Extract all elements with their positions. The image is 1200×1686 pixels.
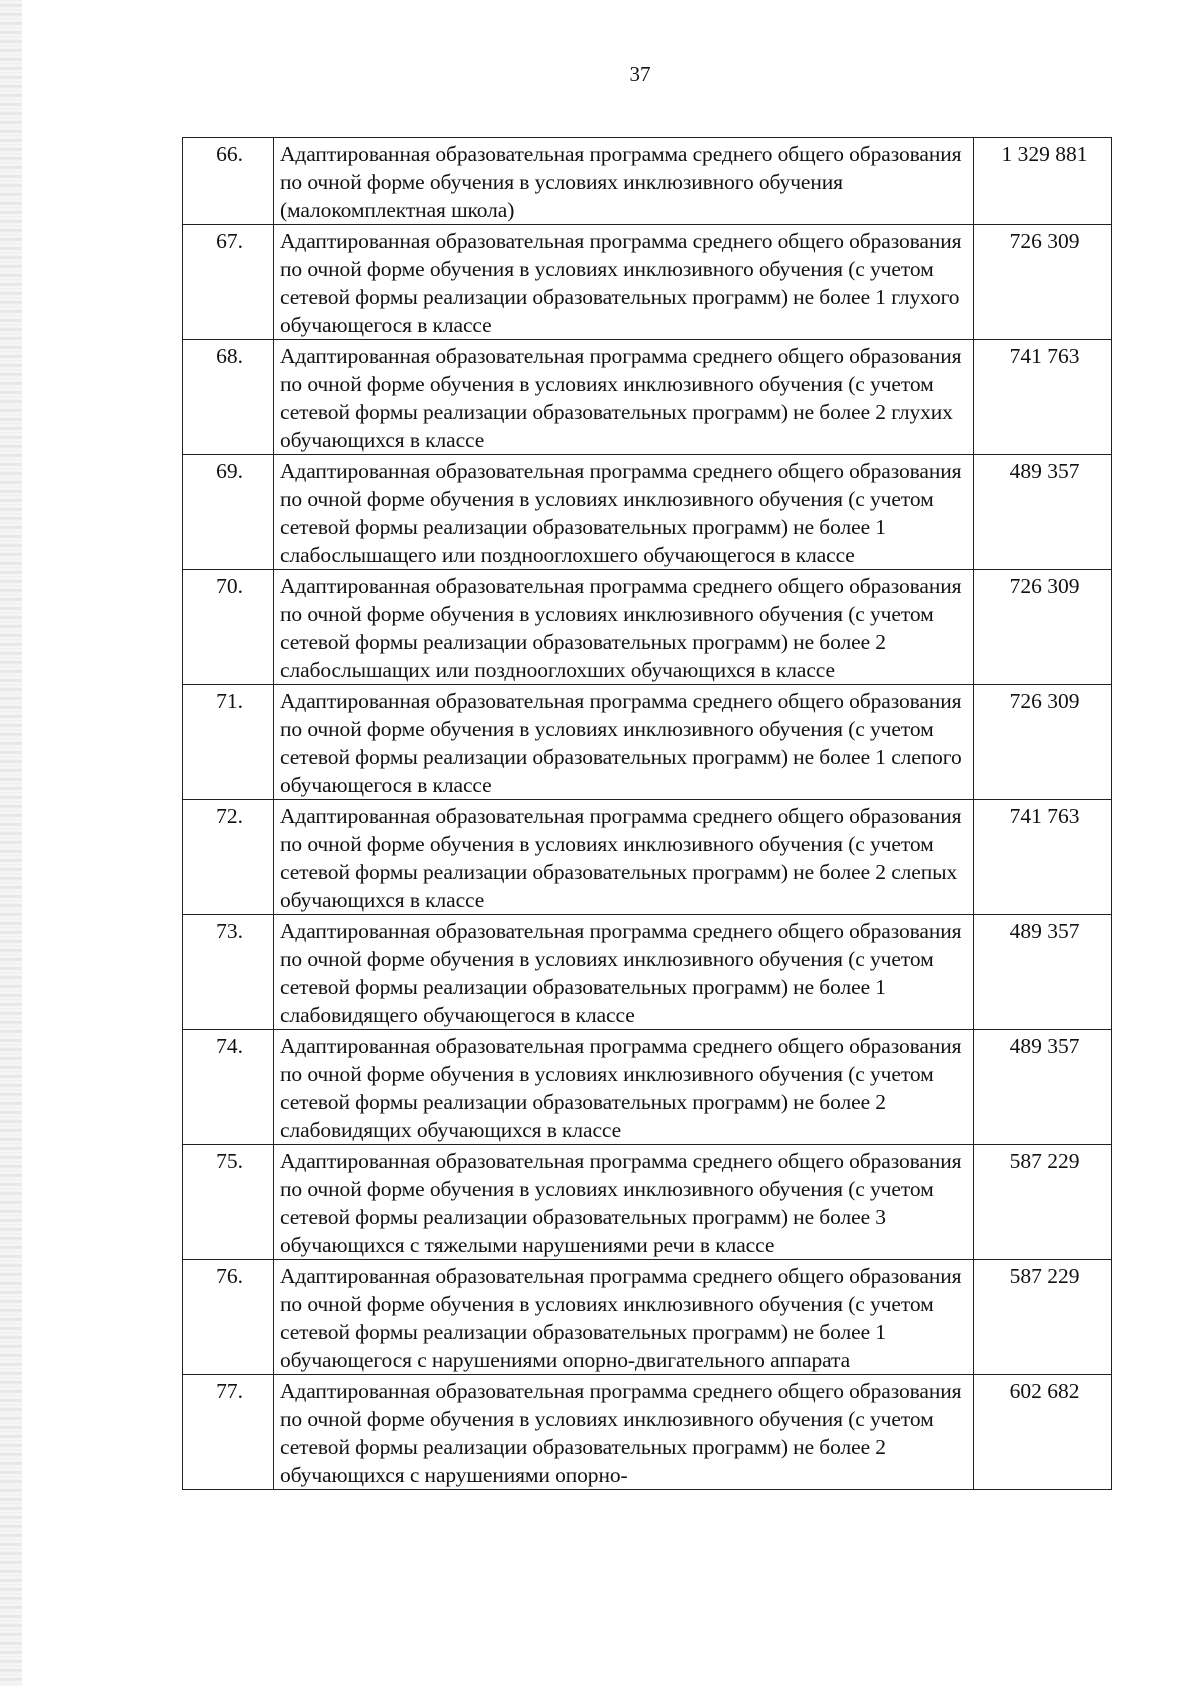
table-row bbox=[183, 685, 1112, 800]
program-description: Адаптированная образовательная программа среднего общего образования по очной форме обучения в условиях инклюзивного обучения (с учетом сетевой формы реализации образовательных программ) не более 1 слепого обучающегося в классе bbox=[274, 685, 974, 800]
row-number: 68. bbox=[183, 340, 274, 455]
row-number: 76. bbox=[183, 1260, 274, 1375]
program-description: Адаптированная образовательная программа среднего общего образования по очной форме обучения в условиях инклюзивного обучения (с учетом сетевой формы реализации образовательных программ) не более 2 слепых обучающихся в классе bbox=[274, 800, 974, 915]
table-row bbox=[183, 1030, 1112, 1145]
page-number: 37 bbox=[629, 62, 651, 86]
table-row bbox=[183, 225, 1112, 340]
program-description: Адаптированная образовательная программа среднего общего образования по очной форме обучения в условиях инклюзивного обучения (с учетом сетевой формы реализации образовательных программ) не более 2 глухих обучающихся в классе bbox=[274, 340, 974, 455]
row-number: 75. bbox=[183, 1145, 274, 1260]
program-description: Адаптированная образовательная программа среднего общего образования по очной форме обучения в условиях инклюзивного обучения (с учетом сетевой формы реализации образовательных программ) не более 1 слабовидящего обучающегося в классе bbox=[274, 915, 974, 1030]
program-cost: 489 357 bbox=[974, 455, 1112, 570]
row-number: 71. bbox=[183, 685, 274, 800]
program-cost: 741 763 bbox=[974, 340, 1112, 455]
program-cost: 602 682 bbox=[974, 1375, 1112, 1490]
program-cost: 587 229 bbox=[974, 1260, 1112, 1375]
program-cost: 587 229 bbox=[974, 1145, 1112, 1260]
program-description: Адаптированная образовательная программа среднего общего образования по очной форме обучения в условиях инклюзивного обучения (с учетом сетевой формы реализации образовательных программ) не более 3 обучающихся с тяжелыми нарушениями речи в классе bbox=[274, 1145, 974, 1260]
table-row bbox=[183, 1375, 1112, 1490]
program-description: Адаптированная образовательная программа среднего общего образования по очной форме обучения в условиях инклюзивного обучения (малокомплектная школа) bbox=[274, 138, 974, 225]
program-cost: 726 309 bbox=[974, 225, 1112, 340]
row-number: 66. bbox=[183, 138, 274, 225]
program-cost: 489 357 bbox=[974, 915, 1112, 1030]
table-row bbox=[183, 138, 1112, 225]
table-body bbox=[183, 138, 1112, 1490]
program-description: Адаптированная образовательная программа среднего общего образования по очной форме обучения в условиях инклюзивного обучения (с учетом сетевой формы реализации образовательных программ) не более 1 обучающегося с нарушениями опорно-двигательного аппарата bbox=[274, 1260, 974, 1375]
row-number: 77. bbox=[183, 1375, 274, 1490]
table-row bbox=[183, 800, 1112, 915]
program-cost: 726 309 bbox=[974, 685, 1112, 800]
row-number: 69. bbox=[183, 455, 274, 570]
program-description: Адаптированная образовательная программа среднего общего образования по очной форме обучения в условиях инклюзивного обучения (с учетом сетевой формы реализации образовательных программ) не более 1 глухого обучающегося в классе bbox=[274, 225, 974, 340]
program-description: Адаптированная образовательная программа среднего общего образования по очной форме обучения в условиях инклюзивного обучения (с учетом сетевой формы реализации образовательных программ) не более 2 обучающихся с нарушениями опорно- bbox=[274, 1375, 974, 1490]
program-cost: 726 309 bbox=[974, 570, 1112, 685]
table-row bbox=[183, 1260, 1112, 1375]
program-description: Адаптированная образовательная программа среднего общего образования по очной форме обучения в условиях инклюзивного обучения (с учетом сетевой формы реализации образовательных программ) не более 2 слабовидящих обучающихся в классе bbox=[274, 1030, 974, 1145]
table-row bbox=[183, 915, 1112, 1030]
table-row bbox=[183, 1145, 1112, 1260]
program-cost-table bbox=[182, 137, 1112, 1490]
row-number: 72. bbox=[183, 800, 274, 915]
table-row bbox=[183, 455, 1112, 570]
table-row bbox=[183, 570, 1112, 685]
table-row bbox=[183, 340, 1112, 455]
program-cost: 489 357 bbox=[974, 1030, 1112, 1145]
row-number: 70. bbox=[183, 570, 274, 685]
program-cost: 1 329 881 bbox=[974, 138, 1112, 225]
row-number: 67. bbox=[183, 225, 274, 340]
scan-edge bbox=[0, 0, 22, 1686]
program-description: Адаптированная образовательная программа среднего общего образования по очной форме обучения в условиях инклюзивного обучения (с учетом сетевой формы реализации образовательных программ) не более 1 слабослышащего или позднооглохшего обучающегося в классе bbox=[274, 455, 974, 570]
row-number: 74. bbox=[183, 1030, 274, 1145]
program-cost: 741 763 bbox=[974, 800, 1112, 915]
row-number: 73. bbox=[183, 915, 274, 1030]
program-description: Адаптированная образовательная программа среднего общего образования по очной форме обучения в условиях инклюзивного обучения (с учетом сетевой формы реализации образовательных программ) не более 2 слабослышащих или позднооглохших обучающихся в классе bbox=[274, 570, 974, 685]
